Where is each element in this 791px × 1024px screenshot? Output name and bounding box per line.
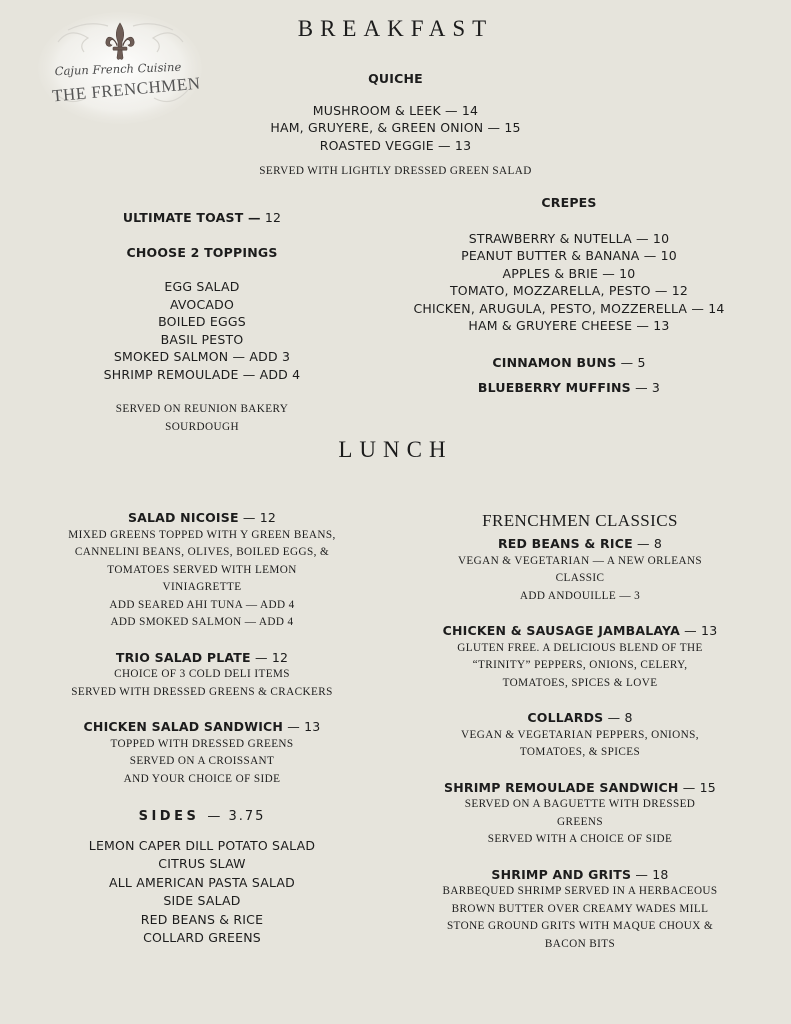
crepes-section	[390, 194, 748, 397]
jambalaya-heading	[425, 622, 735, 640]
muffins-price: — 3	[635, 380, 661, 395]
toast-section	[62, 209, 342, 436]
toast-price: 12	[264, 210, 282, 225]
nicoise-desc: TOMATOES SERVED WITH LEMON	[107, 563, 297, 576]
red-beans-desc: CLASSIC	[555, 572, 605, 584]
jambalaya-price: — 13	[684, 623, 718, 638]
chicken-sandwich-heading	[52, 718, 352, 736]
toast-name: ULTIMATE TOAST —	[122, 210, 261, 225]
sides-heading	[52, 808, 352, 826]
toast-subhead: CHOOSE 2 TOPPINGS	[126, 244, 278, 260]
quiche-item: MUSHROOM & LEEK — 14	[312, 102, 479, 118]
toast-note: SOURDOUGH	[165, 420, 239, 433]
jambalaya-desc: “TRINITY” PEPPERS, ONIONS, CELERY,	[472, 659, 688, 671]
jambalaya-desc: GLUTEN FREE. A DELICIOUS BLEND OF THE	[457, 641, 703, 654]
shrimp-grits-desc: STONE GROUND GRITS WITH MAQUE CHOUX &	[446, 920, 714, 932]
quiche-item: HAM, GRUYERE, & GREEN ONION — 15	[270, 120, 521, 135]
quiche-item: ROASTED VEGGIE — 13	[319, 137, 472, 153]
shrimp-sandwich-desc: SERVED ON A BAGUETTE WITH DRESSED	[464, 798, 696, 810]
nicoise-desc: VINIAGRETTE	[162, 581, 242, 593]
jambalaya-name: CHICKEN & SAUSAGE JAMBALAYA	[442, 623, 680, 638]
chicken-sandwich-desc: AND YOUR CHOICE OF SIDE	[123, 772, 281, 785]
sides-title: SIDES	[138, 809, 200, 824]
red-beans-heading	[425, 535, 735, 553]
nicoise-desc: ADD SEARED AHI TUNA — ADD 4	[109, 598, 295, 611]
trio-desc: SERVED WITH DRESSED GREENS & CRACKERS	[71, 685, 333, 698]
crepe-item: CHICKEN, ARUGULA, PESTO, MOZZERELLA — 14	[413, 300, 725, 316]
topping-item: SMOKED SALMON — ADD 3	[113, 349, 291, 364]
crepe-item: PEANUT BUTTER & BANANA — 10	[461, 248, 677, 263]
cinnamon-buns	[390, 354, 748, 372]
side-item: RED BEANS & RICE	[140, 911, 264, 927]
topping-item: SHRIMP REMOULADE — ADD 4	[103, 366, 301, 382]
quiche-note: SERVED WITH LIGHTLY DRESSED GREEN SALAD	[259, 165, 532, 177]
nicoise-desc: MIXED GREENS TOPPED WITH Y GREEN BEANS,	[68, 528, 336, 541]
jambalaya-desc: TOMATOES, SPICES & LOVE	[502, 676, 658, 689]
toast-note: SERVED ON REUNION BAKERY	[115, 403, 289, 415]
cinnamon-name: CINNAMON BUNS	[492, 354, 617, 370]
side-item: SIDE SALAD	[163, 893, 241, 908]
red-beans-price: — 8	[637, 536, 663, 551]
red-beans-desc: ADD ANDOUILLE — 3	[519, 589, 641, 602]
collards-heading	[425, 709, 735, 727]
lunch-left-column	[52, 509, 352, 948]
shrimp-sandwich-name: SHRIMP REMOULADE SANDWICH	[444, 779, 679, 795]
red-beans-desc: VEGAN & VEGETARIAN — A NEW ORLEANS	[457, 554, 703, 567]
shrimp-grits-heading	[425, 866, 735, 884]
topping-item: AVOCADO	[169, 296, 235, 312]
shrimp-sandwich-heading	[425, 779, 735, 797]
nicoise-desc: ADD SMOKED SALMON — ADD 4	[110, 616, 294, 628]
quiche-section	[200, 70, 591, 154]
breakfast-title: BREAKFAST	[297, 16, 494, 41]
crepes-name: CREPES	[541, 195, 597, 210]
shrimp-grits-desc: BARBEQUED SHRIMP SERVED IN A HERBACEOUS	[442, 885, 718, 897]
toast-heading	[62, 209, 342, 227]
trio-desc: CHOICE OF 3 COLD DELI ITEMS	[114, 668, 290, 680]
muffins-name: BLUEBERRY MUFFINS	[477, 380, 631, 395]
collards-desc: VEGAN & VEGETARIAN PEPPERS, ONIONS,	[461, 728, 699, 741]
blueberry-muffins	[390, 379, 748, 397]
shrimp-grits-price: — 18	[635, 866, 669, 882]
shrimp-grits-desc: BACON BITS	[544, 937, 616, 950]
collards-price: — 8	[607, 710, 633, 725]
nicoise-name: SALAD NICOISE	[127, 510, 239, 525]
trio-heading	[52, 649, 352, 667]
classics-title: FRENCHMEN CLASSICS	[482, 511, 678, 530]
topping-item: BOILED EGGS	[158, 314, 246, 329]
side-item: ALL AMERICAN PASTA SALAD	[108, 874, 296, 890]
quiche-name: QUICHE	[368, 71, 423, 86]
collards-desc: TOMATOES, & SPICES	[519, 746, 641, 758]
collards-name: COLLARDS	[527, 710, 604, 725]
crepe-item: STRAWBERRY & NUTELLA — 10	[468, 230, 670, 246]
nicoise-price: — 12	[242, 510, 277, 525]
side-item: CITRUS SLAW	[158, 856, 246, 871]
cinnamon-price: — 5	[620, 354, 646, 370]
trio-price: — 12	[254, 649, 289, 665]
crepe-item: APPLES & BRIE — 10	[502, 265, 636, 281]
side-item: COLLARD GREENS	[143, 930, 261, 945]
nicoise-desc: CANNELINI BEANS, OLIVES, BOILED EGGS, &	[74, 546, 330, 558]
shrimp-grits-name: SHRIMP AND GRITS	[491, 866, 632, 882]
topping-item: BASIL PESTO	[160, 331, 244, 347]
shrimp-sandwich-desc: GREENS	[557, 815, 603, 828]
chicken-sandwich-desc: SERVED ON A CROISSANT	[129, 755, 275, 767]
side-item: LEMON CAPER DILL POTATO SALAD	[88, 837, 316, 853]
crepe-item: TOMATO, MOZZARELLA, PESTO — 12	[449, 283, 689, 298]
lunch-title: LUNCH	[338, 437, 453, 462]
chicken-sandwich-desc: TOPPED WITH DRESSED GREENS	[110, 737, 294, 750]
sides-price: — 3.75	[207, 809, 266, 824]
red-beans-name: RED BEANS & RICE	[497, 536, 633, 551]
lunch-right-column	[425, 510, 735, 953]
trio-name: TRIO SALAD PLATE	[115, 649, 251, 665]
logo-tagline: Cajun French Cuisine	[54, 59, 182, 79]
shrimp-grits-desc: BROWN BUTTER OVER CREAMY WADES MILL	[451, 902, 709, 915]
shrimp-sandwich-desc: SERVED WITH A CHOICE OF SIDE	[487, 833, 673, 845]
nicoise-heading	[52, 509, 352, 527]
logo-name: THE FRENCHMEN	[51, 73, 202, 106]
chicken-sandwich-price: — 13	[287, 719, 321, 734]
shrimp-sandwich-price: — 15	[682, 779, 716, 795]
crepe-item: HAM & GRUYERE CHEESE — 13	[468, 318, 670, 333]
chicken-sandwich-name: CHICKEN SALAD SANDWICH	[83, 719, 284, 734]
topping-item: EGG SALAD	[164, 279, 240, 294]
